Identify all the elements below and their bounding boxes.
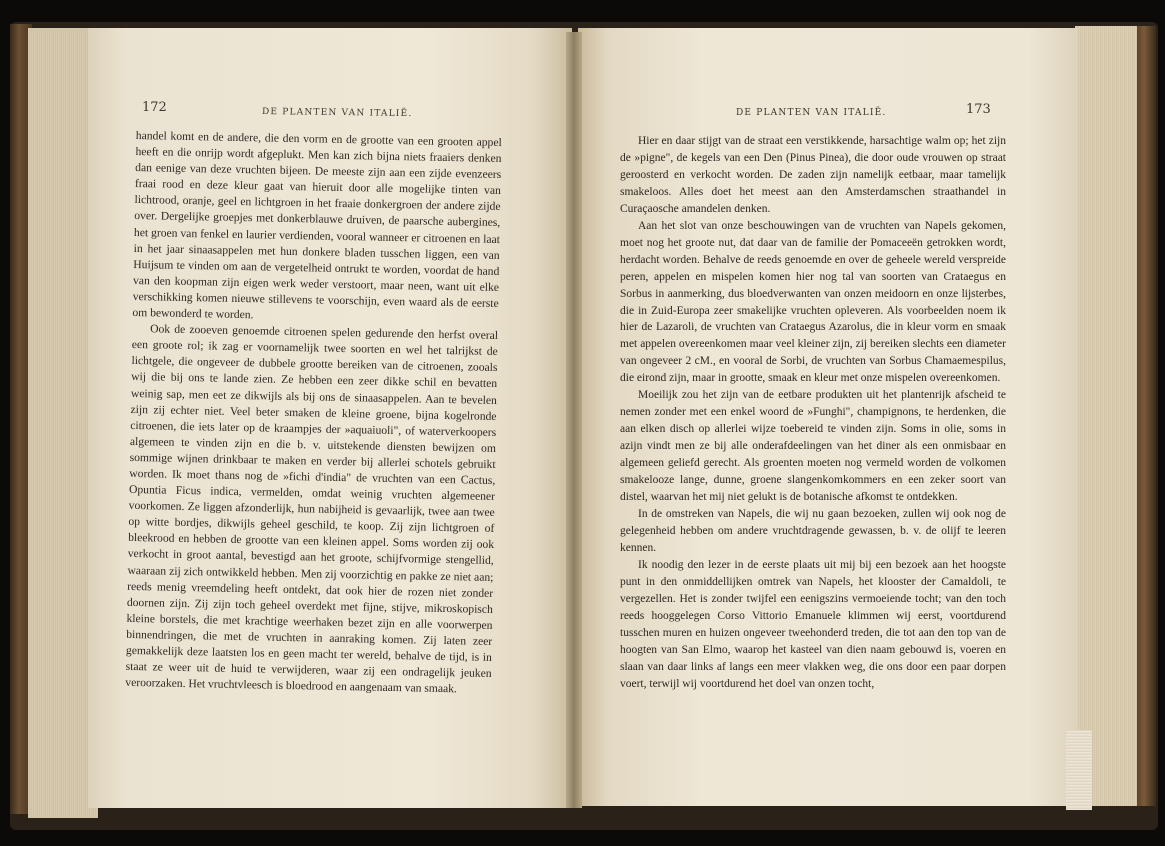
left-page-text	[125, 128, 502, 698]
right-paragraph: Moeilijk zou het zijn van de eetbare produkten uit het plantenrijk afscheid te nemen zonder met een enkel woord de »Funghi", champignons, te herdenken, die aan elken disch op allerlei wijze toebereid te vinden zijn. Soms in olie, soms in azijn vindt men ze bij alle onderafdeelingen van het diner als een onmisbaar en algemeen geliefd gerecht. Als groenten moeten nog vermeld worden de volkomen smakelooze lange, dunne, groene slangenkomkommers en een zeker soort van distel, waarvan het mij niet gelukt is de botanische afkomst te ontdekken.	[620, 389, 1006, 504]
left-paragraph: handel komt en de andere, die den vorm en de grootte van een grooten appel heeft en die onrijp wordt afgeplukt. Men kan zich bijna niets fraaiers denken dan eenige van deze vruchten bijeen. De meeste zijn aan een zijde evenzeers fraai rood en deze kleur gaat van hieruit door alle mogelijke tinten van lichtrood, oranje, geel en lichtgroen in het fraaie donkergroen der andere zijde over. Dergelijke groepjes met donkerblauwe druiven, de paarsche aubergines, het groen van fenkel en laurier verdienden, vooral wanneer er citroenen en laat in het jaar sinaasappelen met hun donkere bladen tusschen liggen, een van Huijsum te vinden om aan de vergetelheid ontrukt te worden, voordat de hand van den koopman zijn eigen werk weder verstoort, maar neen, want uit elke verschikking komen nieuwe stillevens te voorschijn, even waard als de eerste om bewonderd te worden.	[132, 128, 502, 322]
right-page-number: 173	[966, 102, 991, 117]
right-paragraph: In de omstreken van Napels, die wij nu gaan bezoeken, zullen wij ook nog de gelegenheid hebben om andere vruchtdragende gewassen, b. v. de olijf te leeren kennen.	[620, 507, 1006, 554]
book-gutter	[566, 32, 582, 808]
right-paragraph: Aan het slot van onze beschouwingen van de vruchten van Napels gekomen, moet nog het groote nut, dat daar van de familie der Pomaceeën getrokken wordt, herdacht worden. Behalve de reeds genoemde en over de geheele wereld verspreide peren, appelen en mispelen komen hier nog tal van soorten van Crataegus en Sorbus in aanmerking, dus bloedverwanten van onzen meidoorn en onze lijsterbes, die in Zuid-Europa zeer smakelijke vruchten opleveren. Als voorbeelden noem ik hier de Lazaroli, de vruchten van Crataegus Azarolus, die in kleur vorm en smaak met appelen overeenkomen maar veel kleiner zijn, zij bereiken slechts een diameter van ongeveer 2 cM., en vooral de Sorbi, de vruchten van Sorbus Chamaemespilus, die eirond zijn, maar in grootte, smaak en kleur met onze mispelen overeenkomen.	[620, 219, 1006, 385]
left-paragraph: Ook de zooeven genoemde citroenen spelen gedurende den herfst overal een groote rol; ik zag er voornamelijk twee soorten en wel het talrijkst de lichtgele, die ongeveer de dubbele grootte bereiken van de citroenen, zooals wij die bij ons te lande zien. Ze hebben een zeer dikke schil en bevatten weinig sap, men eet ze dikwijls als bij ons de sinaasappelen. Aan te bevelen zijn zij echter niet. Veel beter smaken de kleine groene, bijna kogelronde citroenen, die iets later op de kraampjes der »aquaiuoli", of waterverkoopers algemeen te vinden zijn en die b. v. uitstekende diensten bewijzen om sommige wijnen drinkbaar te maken en verder bij allerlei schotels gebruikt worden. Ik moet thans nog de »fichi d'india" de vruchten van een Cactus, Opuntia Ficus indica, vermelden, omdat weinig vruchten algemeener voorkomen. Ze liggen afzonderlijk, hun nabijheid is gevaarlijk, twee aan twee op witte bordjes, dikwijls geheel geschild, te koop. Zij zijn lichtgroen of bleekrood en hebben de grootte van een kleinen appel. Soms worden zij ook verkocht in groot aantal, bevestigd aan het groote, schijfvormige stengellid, waaraan zij zich ontwikkeld hebben. Men zij voorzichtig en pakke ze niet aan; reeds menig vreemdeling heeft ontdekt, dat ook hier de rozen niet zonder doornen zijn. Zij zijn toch geheel overdekt met fijne, stijve, mikroskopisch kleine borstels, die met krachtige weerhaken bezet zijn en alle voorwerpen binnendringen, die met de vruchten in aanraking komen. Zij laten zeer gemakkelijk deze laatsten los en geen macht ter wereld, behalve de tijd, is in staat ze weer uit de huid te verwijderen, waar zij een ondragelijk jeuken veroorzaken. Het vruchtvleesch is bloedrood en aangenaam van smaak.	[125, 322, 499, 696]
right-paragraph: Hier en daar stijgt van de straat een verstikkende, harsachtige walm op; het zijn de »pigne", de kegels van een Den (Pinus Pinea), die door oude vrouwen op straat geroosterd en verkocht worden. De zaden zijn namelijk eetbaar, maar tamelijk smakeloos. Alles doet het meest aan den Amsterdamschen straathandel in Curaçaosche amandelen denken.	[620, 135, 1006, 215]
page-edges-right	[1075, 26, 1137, 806]
right-paragraph: Ik noodig den lezer in de eerste plaats uit mij bij een bezoek aan het hoogste punt in den onmiddellijken omtrek van Napels, het klooster der Camaldoli, te vergezellen. Het is zonder twijfel een eenigszins vermoeiende tocht; van den toch reeds hooggelegen Corso Vittorio Emanuele klimmen wij eerst, voortdurend tusschen muren en huizen ongeveer tweehonderd treden, die tot aan den top van de hoogten van San Elmo, waarop het kasteel van dien naam gebouwd is, voeren en slaan van daar links af langs een meer vlakken weg, die ons door een paar dorpen voert, terwijl wij voortdurend het doel van onzen tocht,	[620, 558, 1006, 690]
left-running-head: DE PLANTEN VAN ITALIË.	[261, 106, 413, 120]
left-page-number: 172	[142, 100, 167, 115]
right-running-head: DE PLANTEN VAN ITALIË.	[736, 108, 887, 118]
right-page-text	[620, 133, 1006, 692]
page-ribbon-strip	[1066, 730, 1092, 810]
